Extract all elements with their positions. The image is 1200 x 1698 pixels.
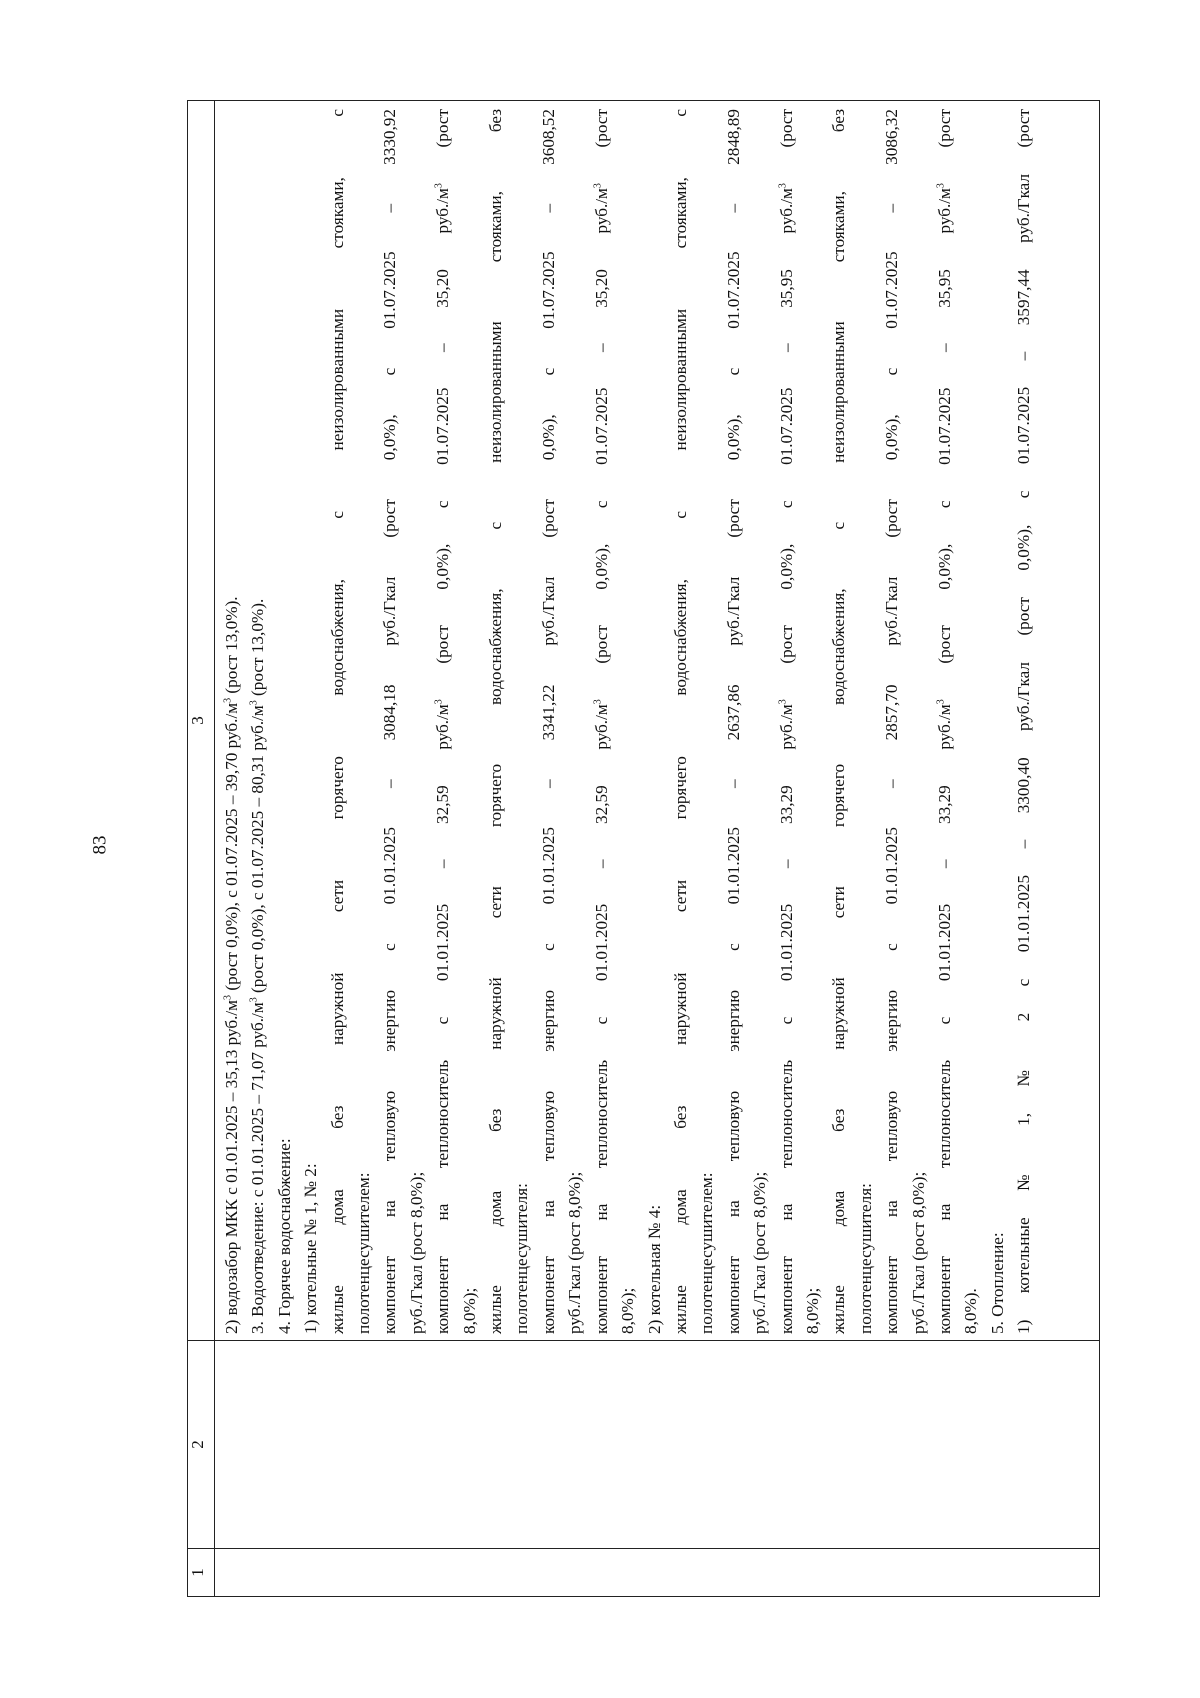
text-line (668, 109, 694, 1334)
text-fragment: 5. Отопление: (987, 1232, 1007, 1334)
text-line (351, 109, 377, 1334)
superscript: 3 (591, 699, 603, 705)
text-line (219, 109, 245, 1334)
superscript: 3 (776, 699, 788, 705)
text-fragment: компонент на теплоноситель с 01.01.2025 – 32,59 руб./м (591, 704, 611, 1334)
text-fragment: (рост (591, 108, 611, 184)
text-fragment: 2) водозабор МКК с 01.01.2025 – 35,13 руб./м (222, 999, 241, 1334)
text-line (615, 109, 641, 1334)
page-number: 83 (89, 835, 111, 855)
text-fragment: руб./Гкал (рост 8,0%); (406, 1171, 426, 1334)
text-fragment: компонент на тепловую энергию с 01.01.2025 – 3084,18 руб./Гкал (рост 0,0%), с 01.07.2025 – 3330,92 (380, 109, 400, 1334)
text-line (509, 109, 535, 1334)
text-fragment: 1) котельные № 1, № 2 с 01.01.2025 – 3300,40 руб./Гкал (рост 0,0%), с 01.07.2025 – 3597,44 руб./Гкал (рост (1014, 109, 1034, 1334)
tariff-text (215, 101, 1038, 1340)
text-line (536, 109, 562, 1334)
text-fragment: жилые дома без наружной сети горячего водоснабжения, с неизолированными стояками, без (829, 109, 849, 1334)
text-line (747, 109, 773, 1334)
text-line (826, 109, 852, 1334)
document-table-wrapper (187, 100, 1100, 1597)
text-fragment: руб./Гкал (рост 8,0%); (565, 1171, 585, 1334)
text-line (879, 109, 905, 1334)
text-line (562, 109, 588, 1334)
text-line (985, 109, 1011, 1334)
text-fragment: компонент на тепловую энергию с 01.01.2025 – 2637,86 руб./Гкал (рост 0,0%), с 01.07.2025 – 2848,89 (723, 109, 743, 1334)
text-fragment: 8,0%); (459, 1287, 479, 1334)
text-line (853, 109, 879, 1334)
text-fragment: 8,0%); (802, 1287, 822, 1334)
text-fragment: (рост 13,0%). (222, 596, 241, 698)
text-line (906, 109, 932, 1334)
table-body-row (215, 101, 1100, 1597)
text-line (589, 109, 615, 1334)
text-line (932, 109, 958, 1334)
text-fragment: руб./Гкал (рост 8,0%); (908, 1171, 928, 1334)
text-fragment: (рост 0,0%), с 01.07.2025 – 35,20 руб./м (591, 188, 611, 700)
text-fragment: (рост (433, 108, 453, 184)
text-fragment: (рост 13,0%). (248, 598, 268, 701)
superscript: 3 (433, 183, 445, 189)
text-line (694, 109, 720, 1334)
superscript: 3 (248, 997, 260, 1003)
superscript: 3 (776, 183, 788, 189)
column-header-2: 2 (188, 1341, 215, 1549)
superscript: 3 (248, 700, 260, 706)
text-fragment: 4. Горячее водоснабжение: (274, 1138, 294, 1334)
text-fragment: (рост (776, 108, 796, 184)
text-line (404, 109, 430, 1334)
text-line (457, 109, 483, 1334)
column-header-1: 1 (188, 1549, 215, 1597)
text-fragment: компонент на тепловую энергию с 01.01.2025 – 3341,22 руб./Гкал (рост 0,0%), с 01.07.2025 – 3608,52 (538, 109, 558, 1334)
table-header-row (188, 101, 215, 1597)
column-header-3: 3 (188, 101, 215, 1341)
text-fragment: полотенцесушителем: (697, 1172, 717, 1334)
cell-col-3 (215, 101, 1100, 1341)
text-line (774, 109, 800, 1334)
text-fragment: (рост 0,0%), с 01.07.2025 – 35,95 руб./м (776, 188, 796, 700)
text-line (721, 109, 747, 1334)
text-line (298, 109, 324, 1334)
superscript: 3 (222, 994, 234, 1000)
text-fragment: (рост 0,0%), с 01.07.2025 – 80,31 руб./м (248, 705, 268, 998)
text-line (1011, 109, 1037, 1334)
text-fragment: руб./Гкал (рост 8,0%); (750, 1171, 770, 1334)
text-fragment: компонент на теплоноситель с 01.01.2025 – 33,29 руб./м (776, 704, 796, 1334)
cell-col-2 (215, 1341, 1100, 1549)
superscript: 3 (433, 699, 445, 705)
superscript: 3 (591, 183, 603, 189)
text-fragment: жилые дома без наружной сети горячего водоснабжения, с неизолированными стояками, с (327, 109, 347, 1334)
text-line (325, 109, 351, 1334)
text-fragment: 1) котельные № 1, № 2: (301, 1163, 321, 1334)
text-fragment: полотенцесушителя: (512, 1183, 532, 1334)
text-line (483, 109, 509, 1334)
text-line (377, 109, 403, 1334)
text-line (272, 109, 298, 1334)
text-fragment: (рост 0,0%), с 01.07.2025 – 35,95 руб./м (934, 188, 954, 700)
text-line (642, 109, 668, 1334)
text-fragment: полотенцесушителем: (354, 1172, 374, 1334)
text-line (958, 109, 984, 1334)
text-fragment: 3. Водоотведение: с 01.01.2025 – 71,07 руб./м (248, 1002, 268, 1334)
superscript: 3 (935, 183, 947, 189)
text-line (430, 109, 456, 1334)
text-fragment: (рост 0,0%), с 01.07.2025 – 39,70 руб./м (222, 702, 241, 995)
text-fragment: 8,0%). (961, 1288, 981, 1334)
text-fragment: компонент на теплоноситель с 01.01.2025 – 33,29 руб./м (934, 704, 954, 1334)
text-fragment: (рост 0,0%), с 01.07.2025 – 35,20 руб./м (433, 188, 453, 700)
text-line (800, 109, 826, 1334)
text-fragment: компонент на теплоноситель с 01.01.2025 – 32,59 руб./м (433, 704, 453, 1334)
tariff-table (187, 100, 1100, 1597)
text-fragment: 2) котельная № 4: (644, 1204, 664, 1334)
cell-col-1 (215, 1549, 1100, 1597)
superscript: 3 (222, 697, 234, 703)
text-fragment: жилые дома без наружной сети горячего водоснабжения, с неизолированными стояками, без (486, 109, 506, 1334)
text-fragment: (рост (934, 108, 954, 184)
text-line (245, 109, 271, 1334)
text-fragment: 8,0%); (618, 1287, 638, 1334)
text-fragment: полотенцесушителя: (855, 1183, 875, 1334)
text-fragment: компонент на тепловую энергию с 01.01.2025 – 2857,70 руб./Гкал (рост 0,0%), с 01.07.2025 – 3086,32 (882, 109, 902, 1334)
text-fragment: жилые дома без наружной сети горячего водоснабжения, с неизолированными стояками, с (670, 109, 690, 1334)
superscript: 3 (935, 699, 947, 705)
